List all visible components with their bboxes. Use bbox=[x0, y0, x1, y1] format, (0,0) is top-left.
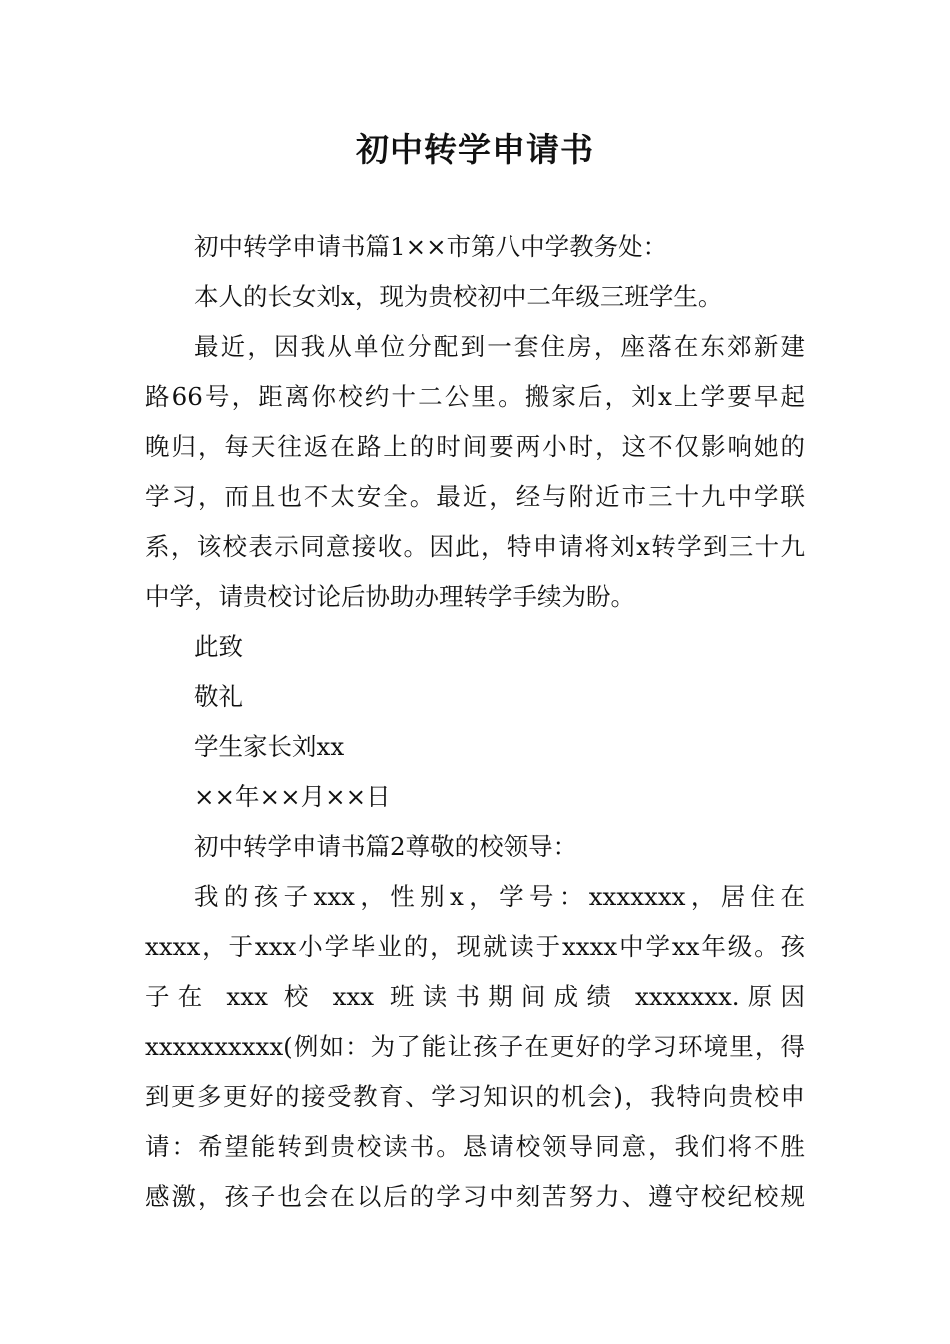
text-line: 初中转学申请书篇2尊敬的校领导： bbox=[194, 832, 578, 861]
paragraph-signature bbox=[145, 722, 805, 772]
text-line: 路66号，距离你校约十二公里。搬家后，刘x上学要早起 bbox=[145, 382, 805, 411]
text-line: xxxx，于xxx小学毕业的，现就读于xxxx中学xx年级。孩 bbox=[145, 932, 805, 961]
text-line: 学习，而且也不太安全。最近，经与附近市三十九中学联 bbox=[145, 482, 805, 511]
text-line: xxxxxxxxxx(例如：为了能让孩子在更好的学习环境里，得 bbox=[145, 1032, 805, 1061]
text-line: 敬礼 bbox=[194, 682, 243, 711]
text-line: 到更多更好的接受教育、学习知识的机会)，我特向贵校申 bbox=[145, 1082, 805, 1111]
paragraph-closing-2 bbox=[145, 672, 805, 722]
text-line: ××年××月××日 bbox=[194, 782, 391, 811]
text-line: 中学，请贵校讨论后协助办理转学手续为盼。 bbox=[145, 582, 635, 611]
document-title: 初中转学申请书 bbox=[356, 130, 594, 169]
paragraph-closing-1 bbox=[145, 622, 805, 672]
text-line: 最近，因我从单位分配到一套住房，座落在东郊新建 bbox=[194, 332, 805, 361]
text-line: 此致 bbox=[194, 632, 243, 661]
paragraph-3 bbox=[145, 322, 805, 622]
paragraph-date bbox=[145, 772, 805, 822]
text-line: 子在 xxx 校 xxx 班读书期间成绩 xxxxxxx.原因 bbox=[145, 982, 805, 1011]
text-line: 晚归，每天往返在路上的时间要两小时，这不仅影响她的 bbox=[145, 432, 805, 461]
paragraph-5 bbox=[145, 872, 805, 1222]
text-line: 感激，孩子也会在以后的学习中刻苦努力、遵守校纪校规 bbox=[145, 1182, 805, 1211]
text-line: 学生家长刘xx bbox=[194, 732, 345, 761]
text-line: 系，该校表示同意接收。因此，特申请将刘x转学到三十九 bbox=[145, 532, 805, 561]
paragraph-2 bbox=[145, 272, 805, 322]
document-body bbox=[145, 222, 805, 1222]
text-line: 请：希望能转到贵校读书。恳请校领导同意，我们将不胜 bbox=[145, 1132, 805, 1161]
text-line: 初中转学申请书篇1××市第八中学教务处： bbox=[194, 232, 668, 261]
text-line: 我的孩子xxx，性别x，学号：xxxxxxx，居住在 bbox=[194, 882, 805, 911]
text-line: 本人的长女刘x，现为贵校初中二年级三班学生。 bbox=[194, 282, 723, 311]
paragraph-4 bbox=[145, 822, 805, 872]
paragraph-1 bbox=[145, 222, 805, 272]
